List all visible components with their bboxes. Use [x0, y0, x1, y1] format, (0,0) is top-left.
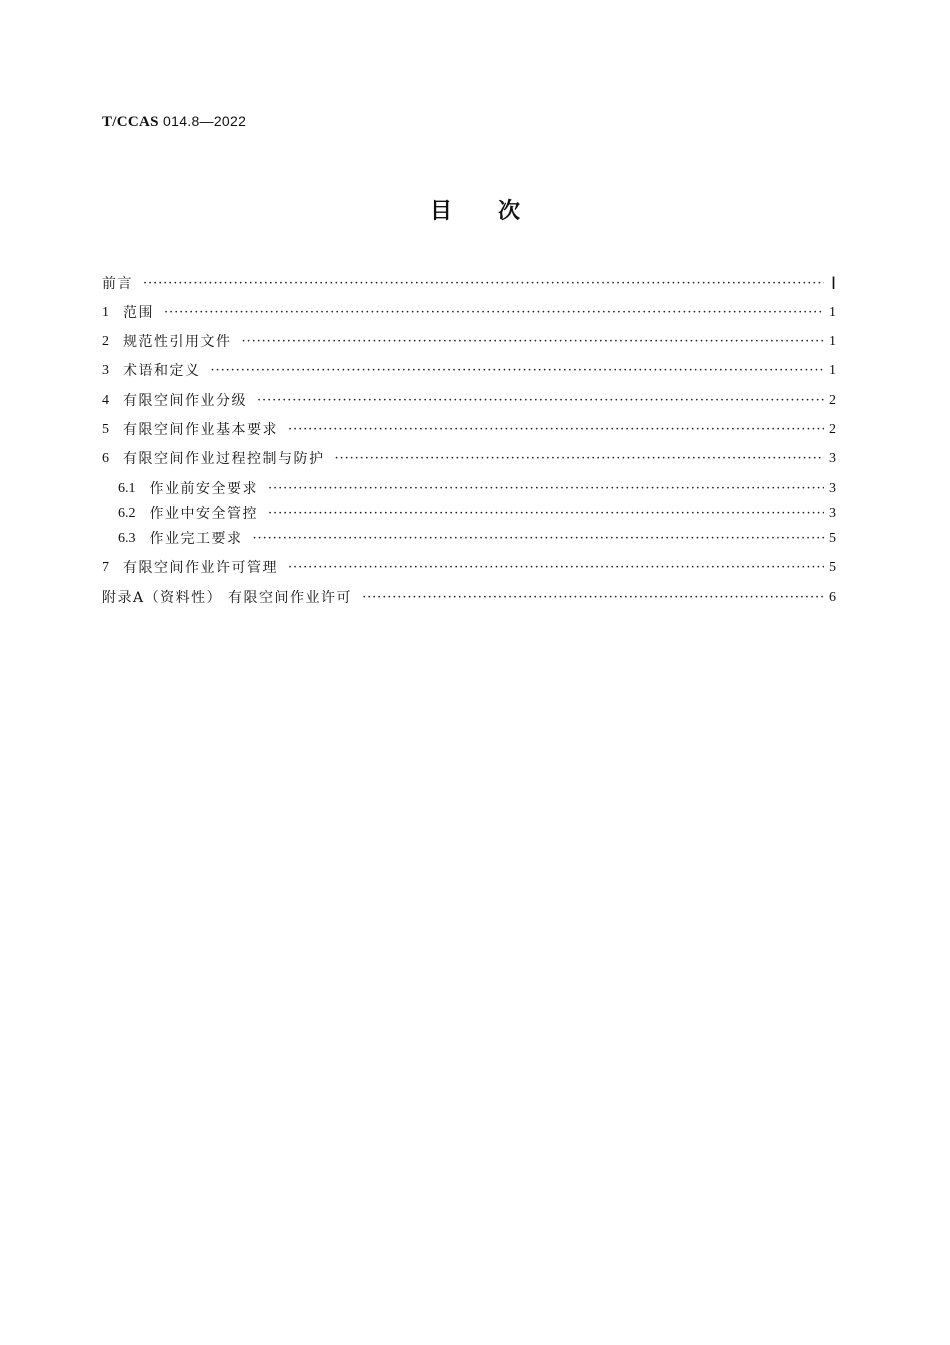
- toc-entry-6-2[interactable]: [118, 503, 836, 525]
- document-code: [102, 113, 246, 131]
- toc-entry-text: 作业中安全管控: [149, 506, 258, 522]
- toc-dot-leader: [164, 302, 824, 324]
- toc-page-number: 3: [829, 481, 836, 496]
- toc-page-number: 5: [829, 531, 836, 546]
- toc-dot-leader: [288, 557, 824, 579]
- toc-entry-6-3[interactable]: [118, 528, 836, 550]
- toc-page-number: 1: [829, 363, 836, 378]
- toc-entry-text: 附录A（资料性） 有限空间作业许可: [102, 590, 353, 606]
- toc-page-number: 6: [829, 590, 836, 605]
- toc-entry-number: 2: [102, 334, 109, 349]
- toc-page-number: 1: [829, 334, 836, 349]
- toc-entry-text: 作业前安全要求: [149, 481, 258, 497]
- toc-entry-2[interactable]: [102, 331, 836, 353]
- toc-entry-text: 有限空间作业过程控制与防护: [123, 451, 325, 467]
- toc-entry-6[interactable]: [102, 448, 836, 470]
- toc-entry-number: 5: [102, 422, 109, 437]
- toc-dot-leader: [253, 528, 825, 550]
- toc-entry-text: 作业完工要求: [149, 531, 243, 547]
- toc-entry-6-1[interactable]: [118, 478, 836, 500]
- toc-entry-7[interactable]: [102, 557, 836, 579]
- toc-entry-text: 前言: [102, 276, 133, 292]
- toc-page-number: 5: [829, 560, 836, 575]
- toc-dot-leader: [211, 360, 825, 382]
- toc-page-number: 3: [829, 506, 836, 521]
- toc-entry-number: 6.1: [118, 481, 136, 496]
- toc-entry-3[interactable]: [102, 360, 836, 382]
- toc-page-number: 1: [829, 305, 836, 320]
- toc-entry-text: 规范性引用文件: [123, 334, 232, 350]
- toc-entry-1[interactable]: [102, 302, 836, 324]
- toc-dot-leader: [335, 448, 825, 470]
- toc-entry-text: 有限空间作业许可管理: [123, 560, 278, 576]
- toc-entry-text: 范围: [123, 305, 154, 321]
- toc-entry-4[interactable]: [102, 390, 836, 412]
- toc-entry-number: 7: [102, 560, 109, 575]
- toc-dot-leader: [242, 331, 825, 353]
- toc-page-number: Ⅰ: [830, 274, 836, 293]
- toc-entry-text: 术语和定义: [123, 363, 201, 379]
- toc-entry-number: 6.3: [118, 531, 136, 546]
- standard-number: 014.8—2022: [163, 113, 247, 129]
- toc-dot-leader: [362, 587, 824, 609]
- toc-dot-leader: [268, 478, 824, 500]
- toc-entry-number: 6.2: [118, 506, 136, 521]
- toc-entry-number: 1: [102, 305, 109, 320]
- toc-entry-foreword[interactable]: [102, 273, 836, 295]
- toc-page-number: 2: [829, 422, 836, 437]
- page-title: 目次: [429, 199, 566, 224]
- toc-entry-5[interactable]: [102, 419, 836, 441]
- standard-prefix: T/CCAS: [102, 114, 159, 130]
- toc-entry-number: 6: [102, 451, 109, 466]
- toc-entry-text: 有限空间作业基本要求: [123, 422, 278, 438]
- toc-dot-leader: [143, 273, 824, 295]
- toc-entry-text: 有限空间作业分级: [123, 393, 247, 409]
- toc-page-number: 2: [829, 393, 836, 408]
- toc-dot-leader: [288, 419, 824, 441]
- toc-entry-number: 3: [102, 363, 109, 378]
- toc-page-number: 3: [829, 451, 836, 466]
- toc-entry-appendix-a[interactable]: [102, 587, 836, 609]
- toc-dot-leader: [268, 503, 824, 525]
- toc-dot-leader: [257, 390, 824, 412]
- toc-entry-number: 4: [102, 393, 109, 408]
